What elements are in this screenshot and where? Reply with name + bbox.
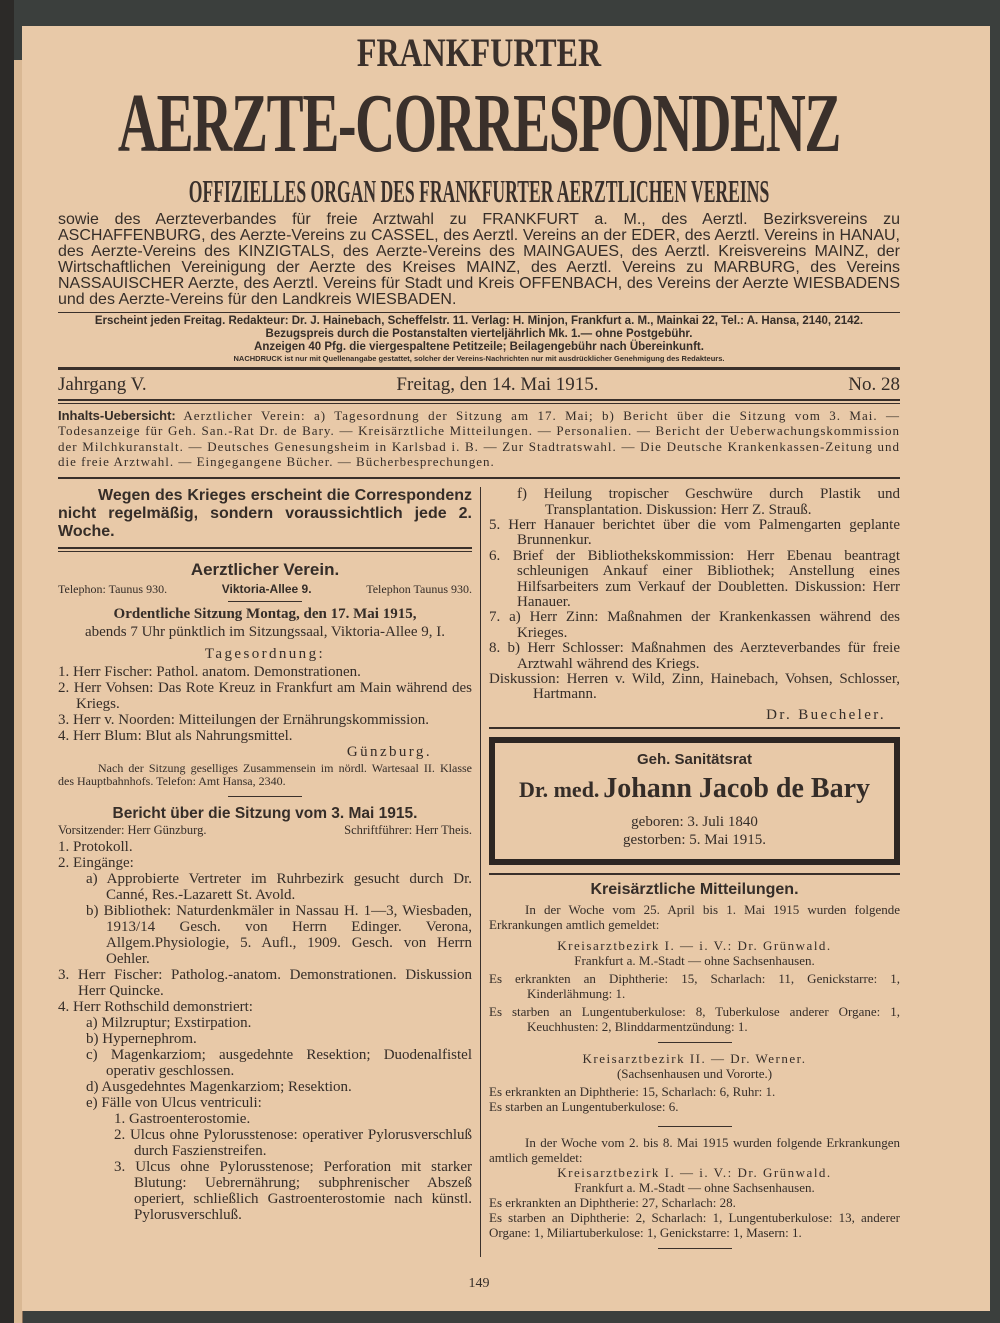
phone-right: Telephon Taunus 930. — [366, 582, 472, 597]
list-item-number: d) — [86, 1079, 102, 1096]
list-item — [58, 855, 472, 871]
list-item-text: Herr Blum: Blut als Nahrungsmittel. — [73, 728, 293, 745]
divider — [58, 403, 900, 404]
obituary-born: geboren: 3. Juli 1840 — [631, 813, 758, 830]
agenda-title: Tagesordnung: — [204, 646, 326, 663]
contents-label: Inhalts-Uebersicht: — [58, 408, 176, 423]
list-item-number: 2. — [114, 1127, 130, 1144]
list-item-text: Ulcus ohne Pylorusstenose; Perforation mit starker Blutung: Uebrernährung; subphrenischer Abszeß operiert, schließlich Gastroenterostomie nach künstl. Pylorusverschluß. — [134, 1159, 472, 1224]
kreis-c1-sub: Frankfurt a. M.-Stadt — ohne Sachsenhausen. — [574, 1179, 815, 1195]
list-item — [58, 712, 472, 728]
list-item-number: a) — [86, 1015, 102, 1032]
list-item — [489, 487, 900, 518]
secretary: Schriftführer: Herr Theis. — [344, 823, 472, 838]
agenda-list — [58, 664, 472, 744]
masthead-title — [58, 76, 900, 172]
list-item-number: 5. — [489, 517, 509, 533]
list-item-number: 3. — [58, 712, 73, 729]
list-item-number: 1. — [58, 664, 73, 681]
obituary-died: gestorben: 5. Mai 1915. — [623, 831, 766, 848]
masthead-top — [58, 30, 900, 76]
divider — [658, 1042, 732, 1043]
masthead-subtitle — [58, 172, 900, 210]
imprint-line-2: Bezugspreis durch die Postanstalten vierteljährlich Mk. 1.— ohne Postgebühr. — [265, 328, 693, 340]
divider — [58, 547, 472, 549]
list-item-text: Protokoll. — [73, 839, 133, 856]
list-item-number: 8. b) — [489, 640, 528, 657]
list-item-number: 7. a) — [489, 609, 530, 626]
list-item — [58, 1159, 472, 1223]
report-items-left — [58, 839, 472, 1223]
kreis-b2-sub: (Sachsenhausen und Vororte.) — [616, 1065, 773, 1081]
list-item-number: 4. — [58, 728, 73, 745]
volume: Jahrgang V. — [58, 374, 147, 395]
imprint-line-1: Erscheint jeden Freitag. Redakteur: Dr. J. Hainebach, Scheffelstr. 11. Verlag: H. Minjon, Frankfurt a. M., Mainkai 22, Tel.: A. Hansa, 2140, 2142. — [94, 315, 864, 327]
meeting-title: Ordentliche Sitzung Montag, den 17. Mai 1915, — [113, 606, 417, 623]
list-item-number: 2. — [58, 855, 73, 872]
list-item-text: Herr Fischer: Pathol. anatom. Demonstrationen. — [73, 664, 361, 681]
obituary-notice — [489, 737, 900, 865]
list-item-text: Herr Vohsen: Das Rote Kreuz in Frankfurt am Main während des Kriegs. — [73, 680, 472, 713]
list-item — [58, 1127, 472, 1159]
list-item-text: Herr Fischer: Patholog.-anatom. Demonstrationen. Diskussion Herr Quincke. — [77, 967, 473, 1000]
list-item-number: c) — [86, 1047, 111, 1064]
masthead-subtitle-text: OFFIZIELLES ORGAN DES FRANKFURTER AERZTLICHEN VEREINS — [188, 173, 770, 209]
list-item-number: 3. — [58, 967, 78, 984]
list-item-number: 3. — [114, 1159, 136, 1176]
columns — [58, 487, 900, 1257]
list-item-text: Eingänge: — [73, 855, 134, 872]
masthead-title-text: AERZTE-CORRESPONDENZ — [117, 77, 841, 170]
list-item — [58, 1015, 472, 1031]
list-item-number: 1. — [114, 1111, 129, 1128]
list-item — [58, 1095, 472, 1111]
list-item — [58, 1079, 472, 1095]
kreis-c1-dead: Es starben an Diphtherie: 2, Scharlach: 1, Lungentuberkulose: 13, anderer Organe: 1, Miliartuberkulose: 1, Genickstarre: 1, Masern: 1. — [489, 1209, 900, 1240]
divider — [58, 367, 900, 370]
divider — [58, 477, 900, 479]
issue-number: No. 28 — [848, 374, 900, 395]
kreis-b1-head: Kreisarztbezirk I. — i. V.: Dr. Grünwald. — [557, 937, 832, 953]
list-item-text: Fälle von Ulcus ventriculi: — [101, 1095, 262, 1112]
divider — [489, 727, 900, 729]
phone-left: Telephon: Taunus 930. — [58, 582, 168, 597]
adjacent-page-edge — [0, 0, 14, 1323]
list-item-text: Herr v. Noorden: Mitteilungen der Ernährungskommission. — [73, 712, 430, 729]
issue-line — [58, 373, 900, 397]
report-title: Bericht über die Sitzung vom 3. Mai 1915. — [112, 805, 418, 823]
list-item-text: Magenkarziom; ausgedehnte Resektion; Duodenalfistel operativ geschlossen. — [106, 1047, 473, 1080]
list-item — [58, 839, 472, 855]
list-item — [58, 999, 472, 1015]
chair: Vorsitzender: Herr Günzburg. — [58, 823, 207, 838]
list-item-text: Gastroenterostomie. — [129, 1111, 251, 1128]
list-item-text: Ulcus ohne Pylorusstenose: operativer Pylorusverschluß durch Faszienstreifen. — [129, 1127, 473, 1160]
report-signature: Dr. Buecheler. — [766, 706, 886, 723]
list-item-text: Approbierte Vertreter im Ruhrbezirk gesucht durch Dr. Canné, Res.-Lazarett St. Avold. — [106, 871, 472, 904]
list-item — [58, 664, 472, 680]
divider — [58, 399, 900, 401]
list-item-number: 2. — [58, 680, 74, 697]
kreis-intro-1: In der Woche vom 25. April bis 1. Mai 1915 wurden folgende Erkrankungen amtlich gemeldet: — [489, 901, 900, 932]
list-item — [58, 967, 472, 999]
list-item — [58, 1031, 472, 1047]
kreis-c1-head: Kreisarztbezirk I. — i. V.: Dr. Grünwald. — [557, 1164, 832, 1180]
list-item-number: e) — [86, 1095, 102, 1112]
page-number: 149 — [468, 1275, 490, 1291]
divider — [658, 1126, 732, 1127]
kreis-title: Kreisärztliche Mitteilungen. — [590, 880, 799, 898]
list-item — [58, 871, 472, 903]
contents-text: Aerztlicher Verein: a) Tagesordnung der Sitzung am 17. Mai; b) Bericht über die Sitzung vom 3. Mai. — Todesanzeige für Geh. San.-Rat Dr. de Bary. — Kreisärztliche Mitteilungen. — Personalien. — Bericht der Ueberwachungskommission der Milchkuranstalt. — Deutsches Genesungsheim in Karlsbad i. B. — Zur Stadtratswahl. — Die Deutsche Krankenkassen-Zeitung und die freie Arztwahl. — Eingegangene Bücher. — Bücherbesprechungen. — [58, 408, 900, 469]
kreis-b1-sub: Frankfurt a. M.-Stadt — ohne Sachsenhausen. — [574, 952, 815, 968]
page-content — [58, 0, 900, 1323]
list-item-text: Ausgedehntes Magenkarziom; Resektion. — [101, 1079, 352, 1096]
address: Viktoria-Allee 9. — [221, 582, 312, 597]
verein-contact — [58, 582, 472, 597]
report-officers — [58, 823, 472, 838]
list-item-number: f) — [517, 486, 544, 503]
list-item-text: Heilung tropischer Geschwüre durch Plastik und Transplantation. Diskussion: Herr Z. Strauß. — [543, 486, 900, 518]
table-of-contents — [58, 408, 900, 469]
masthead-top-text: FRANKFURTER — [356, 30, 602, 75]
kreis-c1-sick: Es erkrankten an Diphtherie: 27, Scharlach: 28. — [489, 1194, 736, 1210]
list-item-number: 4. — [58, 999, 73, 1016]
list-item-number: 1. — [58, 839, 73, 856]
imprint-line-4: NACHDRUCK ist nur mit Quellenangabe gestattet, solcher der Vereins-Nachrichten nur mit ausdrücklicher Genehmigung des Redakteurs. — [233, 354, 725, 363]
kreis-b1-dead: Es starben an Lungentuberkulose: 8, Tuberkulose anderer Organe: 1, Keuchhusten: 2, Blinddarmentzündung: 1. — [489, 1003, 900, 1034]
obituary-fullname: Johann Jacob de Bary — [603, 772, 871, 804]
report-discussion: Diskussion: Herren v. Wild, Zinn, Hainebach, Vohsen, Schlosser, Hartmann. — [489, 671, 900, 703]
list-item — [58, 728, 472, 744]
list-item — [58, 1047, 472, 1079]
divider — [58, 312, 900, 313]
issue-date: Freitag, den 14. Mai 1915. — [396, 374, 599, 395]
obituary-name — [495, 769, 894, 813]
list-item — [489, 610, 900, 641]
list-item — [58, 1111, 472, 1127]
list-item-text: Herr Rothschild demonstriert: — [73, 999, 253, 1016]
divider — [228, 601, 302, 602]
list-item-number: 6. — [489, 547, 513, 564]
left-column — [58, 487, 481, 1257]
divider — [658, 1248, 732, 1249]
obituary-title: Geh. Sanitätsrat — [636, 750, 753, 768]
kreis-intro-2: In der Woche vom 2. bis 8. Mai 1915 wurden folgende Erkrankungen amtlich gemeldet: — [489, 1134, 900, 1165]
list-item-text: Hypernephrom. — [102, 1031, 197, 1048]
list-item — [58, 680, 472, 712]
list-item-text: Brief der Bibliothekskommission: Herr Ebenau beantragt schleunigen Ankauf einer Bibliothek; Anstellung eines Hilfsarbeiters zum Verkauf der Doubletten. Diskussion: Herr Hanauer. — [512, 547, 901, 611]
section-title-verein: Aerztlicher Verein. — [190, 560, 340, 580]
list-item-number: b) — [86, 903, 104, 920]
kreis-b2-head: Kreisarztbezirk II. — Dr. Werner. — [582, 1050, 807, 1066]
report-items-right — [489, 487, 900, 672]
list-item — [489, 549, 900, 611]
list-item — [489, 518, 900, 549]
kreis-b2-sick: Es erkrankten an Diphtherie: 15, Scharlach: 6, Ruhr: 1. — [489, 1083, 776, 1099]
right-column — [481, 487, 900, 1257]
divider — [489, 873, 900, 875]
associations-text: sowie des Aerzteverbandes für freie Arztwahl zu FRANKFURT a. M., des Aerztl. Bezirksvereins zu ASCHAFFENBURG, des Aerzte-Vereins zu CASSEL, des Aerztl. Vereins an der EDER, des Aerztl. Vereins in HANAU, des Aerzte-Vereins des KINZIGTALS, des Aerzte-Vereins des MAINGAUES, des Aerztl. Kreisvereins MAINZ, der Wirtschaftlichen Vereinigung der Aerzte des Kreises MAINZ, des Aerztl. Vereins zu MARBURG, des Vereins NASSAUISCHER Aerzte, des Aerztl. Vereins für Stadt und Kreis OFFENBACH, des Vereins der Aerzte WIESBADENS und des Aerzte-Vereins für den Landkreis WIESBADEN. — [58, 211, 900, 308]
kreis-b1-sick: Es erkrankten an Diphtherie: 15, Scharlach: 11, Genickstarre: 1, Kinderlähmung: 1. — [489, 970, 900, 1001]
agenda-signature: Günzburg. — [346, 744, 432, 761]
publication-notice: Wegen des Krieges erscheint die Correspondenz nicht regelmäßig, sondern voraussichtlich jede 2. Woche. — [58, 487, 472, 541]
list-item — [489, 641, 900, 672]
list-item-text: Herr Hanauer berichtet über die vom Palmengarten geplante Brunnenkur. — [508, 517, 900, 549]
list-item — [58, 903, 472, 967]
social-notice: Nach der Sitzung geselliges Zusammensein im nördl. Wartesaal II. Klasse des Hauptbahnhofs. Telefon: Amt Hansa, 2340. — [58, 761, 472, 789]
obituary-prefix: Dr. med. — [518, 776, 600, 802]
list-item-number: b) — [86, 1031, 103, 1048]
list-item-number: a) — [86, 871, 107, 888]
list-item-text: Milzruptur; Exstirpation. — [101, 1015, 252, 1032]
divider — [228, 796, 302, 797]
list-item-text: Herr Zinn: Maßnahmen der Krankenkassen während des Krieges. — [517, 609, 901, 641]
list-item-text: Herr Schlosser: Maßnahmen des Aerzteverbandes für freie Arztwahl während des Kriegs. — [517, 640, 901, 672]
imprint-line-3: Anzeigen 40 Pfg. die viergespaltene Petitzeile; Beilagengebühr nach Übereinkunft. — [254, 341, 704, 353]
meeting-time: abends 7 Uhr pünktlich im Sitzungssaal, Viktoria-Allee 9, I. — [84, 624, 445, 641]
list-item-text: Bibliothek: Naturdenkmäler in Nassau H. 1—3, Wiesbaden, 1913/14 Gesch. von Herrn Edinger. Verona, Allgem.Physiologie, 5. Aufl., 1909. Gesch. von Herrn Oehler. — [103, 903, 473, 968]
divider — [58, 551, 472, 552]
kreis-b2-dead: Es starben an Lungentuberkulose: 6. — [489, 1098, 679, 1114]
